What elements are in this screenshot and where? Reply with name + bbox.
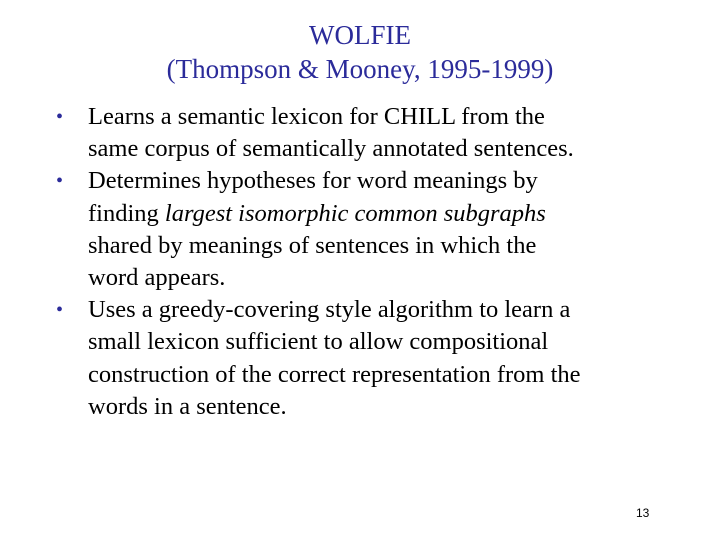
- bullet-2-line-2: [88, 198, 696, 230]
- bullet-item-3: [56, 294, 696, 423]
- bullet-item-1: [56, 101, 696, 165]
- bullet-3-line-3: construction of the correct representation from the: [88, 360, 581, 388]
- bullet-marker: •: [56, 106, 64, 128]
- bullet-1-line-2: same corpus of semantically annotated sentences.: [88, 135, 574, 163]
- bullet-3-line-2: small lexicon sufficient to allow compositional: [88, 328, 549, 356]
- emphasized-term: largest isomorphic common subgraphs: [164, 199, 546, 227]
- bullet-marker: •: [56, 170, 64, 193]
- title-line-1: WOLFIE: [309, 20, 411, 50]
- bullet-3-line-4: words in a sentence.: [88, 392, 287, 420]
- bullet-2-line-1: Determines hypotheses for word meanings by: [88, 167, 538, 195]
- bullet-2-line-4: word appears.: [88, 264, 226, 292]
- bullet-3-line-1: Uses a greedy-covering style algorithm to learn a: [88, 296, 571, 324]
- bullet-2-line-3: shared by meanings of sentences in which the: [88, 231, 537, 259]
- bullet-2-line-2-prefix: finding: [88, 199, 165, 227]
- bullet-marker: •: [56, 299, 64, 322]
- page-number: 13: [636, 506, 650, 520]
- bullet-1-line-1: Learns a semantic lexicon for CHILL from the: [88, 103, 545, 130]
- bullet-list: [56, 101, 696, 423]
- slide-title: [0, 18, 720, 86]
- title-line-2: (Thompson & Mooney, 1995-1999): [166, 54, 554, 84]
- bullet-item-2: [56, 165, 696, 294]
